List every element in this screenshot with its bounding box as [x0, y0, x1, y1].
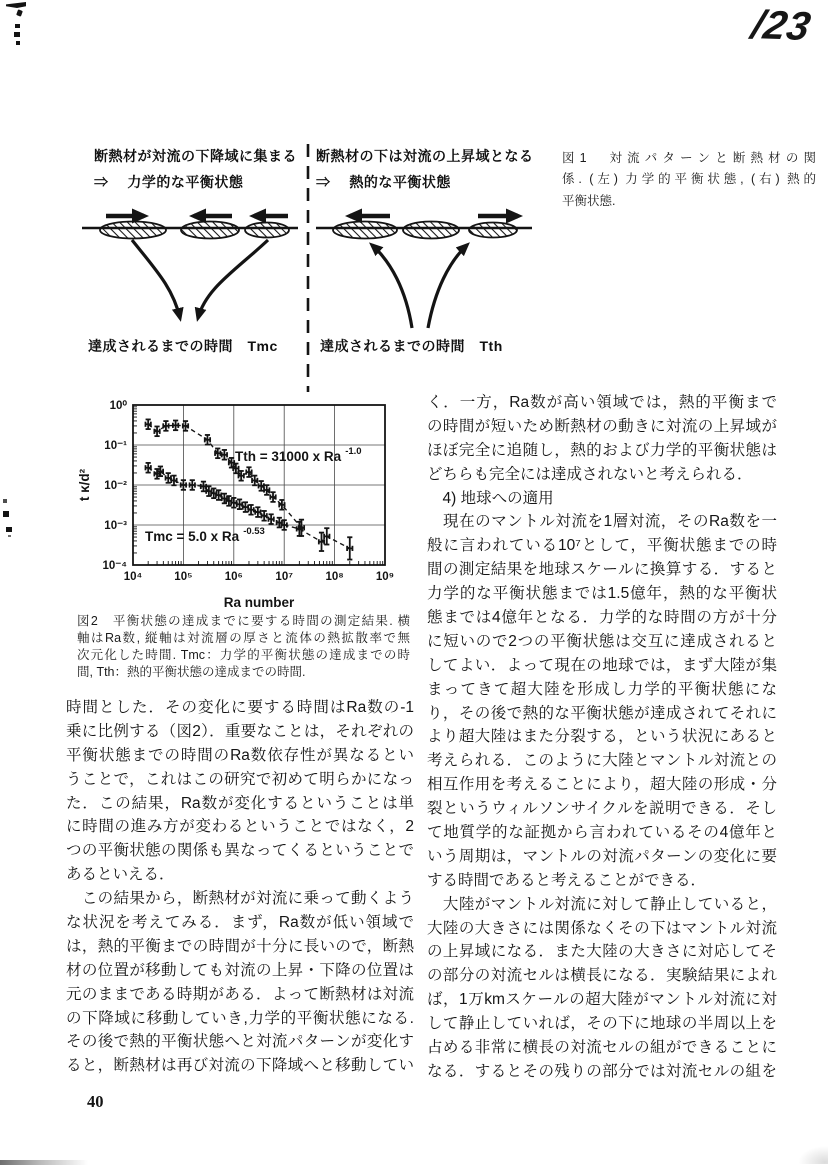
x-axis-label: Ra number [223, 595, 295, 610]
text-line: 大陸がマントル対流に対して静止していると， [427, 895, 777, 913]
loglog-plot [75, 395, 415, 613]
figure1-left-subheading: ⇒ 力学的な平衡状態 [94, 174, 244, 190]
x-tick-label: 10⁴ [123, 571, 143, 583]
text-line: その後で熱的平衡状態へと対流パターンが変化す [66, 1033, 414, 1051]
text-line: してよい．よって現在の地球では，まず大陸が集 [427, 656, 777, 674]
downwelling-arrow [132, 240, 180, 318]
ink-speck [3, 511, 9, 517]
data-point-Tth [252, 476, 257, 486]
text-line: 占める非常に横長の対流セルの組ができることに [427, 1039, 777, 1057]
y-tick-label: 10⁰ [109, 400, 127, 412]
x-tick-label: 10⁸ [325, 571, 344, 583]
text-line: 裂というウィルソンサイクルを説明できる．そし [427, 800, 777, 818]
insulator-blob [333, 222, 397, 239]
text-line: に短いので2つの平衡状態は交互に達成されると [427, 632, 777, 650]
text-line: 態までは4億年となる．力学的な時間の方が十分 [427, 609, 777, 627]
text-line: 次元化した時間. Tmc：力学的平衡状態の達成までの時 [77, 647, 410, 662]
text-line: に時間の進み方が変わるということではなく，2 [66, 818, 414, 836]
text-line: なる．するとその残りの部分では対流セルの組を [427, 1062, 777, 1080]
text-line: は，熱的平衡までの時間が十分に長いので，断熱 [66, 937, 414, 955]
scan-corner-smudge [798, 1146, 828, 1164]
x-tick-label: 10⁷ [275, 571, 293, 583]
y-tick-label: 10⁻⁴ [102, 560, 127, 572]
figure1-right-time-label: 達成されるまでの時間 Tth [320, 338, 503, 354]
data-point-Tmc [255, 507, 260, 517]
text-line: いう周期は，マントルの対流パターンの変化に要 [427, 847, 777, 865]
data-point-Tmc [261, 511, 266, 521]
text-line: 平衡状態までの時間のRa数依存性が異なるとい [66, 746, 414, 764]
text-line: 力学的な平衡状態までは1.5億年，熱的な平衡状 [427, 585, 777, 603]
figure2-caption [77, 613, 410, 681]
insulator-blob [181, 222, 239, 239]
data-point-Tth [173, 421, 178, 431]
text-line: 元のままである時期がある．よって断熱材は対流 [66, 985, 414, 1003]
data-point-Tth [145, 419, 150, 429]
page-number: 40 [87, 1092, 104, 1111]
downwelling-arrow [198, 240, 268, 318]
text-line: て地質学的な証拠から言われているその4億年と [427, 824, 777, 842]
text-line: く．一方，Ra数が高い領域では，熱的平衡まで [427, 394, 777, 411]
x-tick-label: 10⁶ [224, 571, 243, 583]
text-line: た．この結果，Ra数が変化するということは単 [66, 794, 414, 812]
text-line: 大陸の大きさには関係なくその下はマントル対流 [427, 919, 777, 937]
text-line: する時間であると考えることができる． [427, 871, 707, 889]
insulator-blob [245, 223, 289, 238]
text-line: 係. (左) 力学的平衡状態, (右) 熱的 [562, 172, 816, 187]
text-line: 図1 対流パターンと断熱材の関 [562, 151, 816, 165]
upwelling-arrow [428, 245, 467, 328]
x-tick-label: 10⁵ [174, 571, 193, 583]
y-tick-label: 10⁻¹ [104, 440, 127, 452]
data-point-Tth [163, 421, 168, 431]
figure1-diagram [60, 140, 552, 402]
insulator-blob [469, 223, 517, 238]
text-line: の時間が短いため断熱材の動きに対流の上昇域が [427, 417, 777, 435]
text-line: うことで，これはこの研究で初めて明らかになっ [66, 770, 414, 788]
data-point-Tmc [347, 537, 352, 559]
text-line: 平衡状態. [562, 193, 616, 208]
text-line: 図2 平衡状態の達成までに要する時間の測定結果. 横 [77, 614, 410, 628]
text-line: より超大陸はまた分裂する，という状況にあると [427, 728, 777, 746]
figure2-chart [75, 395, 415, 613]
text-line: つの平衡状態の関係も異なってくるということで [66, 842, 414, 860]
text-line: 軸はRa数, 縦軸は対流層の厚さと流体の熱拡散率で無 [77, 630, 410, 645]
text-line: あるといえる． [66, 866, 175, 884]
text-line: 間の測定結果を地球スケールに換算する．すると [427, 561, 777, 579]
data-point-Tmc [145, 463, 150, 473]
insulator-blob [403, 222, 459, 239]
data-point-Tth [270, 492, 275, 502]
text-line: 材の位置が移動しても対流の上昇・下降の位置は [66, 961, 414, 979]
text-line: 般に言われている10⁷として，平衡状態までの時 [427, 537, 777, 555]
left-text-column [66, 696, 414, 1078]
ink-speck [3, 499, 7, 503]
figure1-caption [562, 148, 816, 212]
figure1-right-heading: 断熱材の下は対流の上昇域となる [316, 148, 534, 164]
y-tick-label: 10⁻³ [104, 520, 127, 532]
figure1-right-subheading: ⇒ 熱的な平衡状態 [316, 174, 451, 190]
data-point-Tth [154, 426, 159, 436]
data-point-Tth [279, 500, 284, 510]
figure1-left-heading: 断熱材が対流の下降域に集まる [94, 148, 297, 164]
text-line: の部分の対流セルは横長になる．実験結果によれ [427, 967, 777, 985]
figure1-left-time-label: 達成されるまでの時間 Tmc [88, 338, 278, 354]
fit-equation-label: Tth = 31000 x Ra $^{-1.0}$ [235, 446, 362, 464]
data-point-Tth [264, 485, 269, 495]
ink-speck [6, 527, 12, 532]
ink-mark [16, 41, 20, 45]
handwritten-page-number: /23 [747, 2, 816, 50]
data-point-Tmc [181, 480, 186, 490]
text-line: 相互作用を考えることにより，超大陸の形成・分 [427, 776, 777, 794]
text-line: 時間とした．その変化に要する時間はRa数の-1 [66, 699, 414, 716]
text-line: な状況を考えてみる．まず，Ra数が低い領域で [66, 914, 414, 932]
text-line: この結果から，断熱材が対流に乗って動くよう [66, 890, 414, 908]
y-axis-label: t κ/d² [77, 468, 92, 502]
data-point-Tmc [268, 514, 273, 524]
ink-mark [6, 2, 26, 8]
y-tick-label: 10⁻² [104, 480, 127, 492]
data-point-Tmc [190, 480, 195, 490]
upwelling-arrow [372, 245, 412, 328]
text-line: の下降域に移動していき,力学的平衡状態になる. [66, 1009, 414, 1027]
text-line: 考えられる．このように大陸とマントル対流との [427, 752, 777, 770]
text-line: の上昇域になる．また大陸の大きさに対応してそ [427, 943, 777, 961]
x-tick-label: 10⁹ [375, 571, 395, 583]
data-point-Tmc [171, 476, 176, 486]
data-point-Tmc [248, 505, 253, 515]
text-line: ほぼ完全に追随し，熱的および力学的平衡状態は [427, 441, 777, 459]
text-line: 4) 地球への適用 [427, 489, 554, 507]
data-point-Tmc [243, 502, 248, 512]
data-point-Tth [205, 435, 210, 445]
right-text-column [427, 391, 777, 1084]
data-point-Tmc [237, 499, 242, 509]
text-line: まってきて超大陸を形成し力学的平衡状態にな [427, 680, 777, 698]
text-line: 現在のマントル対流を1層対流，そのRa数を一 [427, 513, 777, 531]
text-line: 乗に比例する（図2）．重要なことは，それぞれの [66, 722, 414, 740]
data-point-Tth [259, 481, 264, 491]
text-line: ると，断熱材は再び対流の下降域へと移動してい [66, 1057, 414, 1075]
insulator-blob [100, 222, 166, 239]
scan-edge-smudge [0, 1160, 88, 1165]
ink-mark [16, 9, 23, 16]
ink-mark [15, 24, 20, 28]
text-line: り，その後で熱的な平衡状態が達成されてそれに [427, 704, 777, 722]
ink-speck [8, 535, 11, 537]
text-line: して静止していれば，その下に地球の半周以上を [427, 1015, 777, 1033]
fit-equation-label: Tmc = 5.0 x Ra $^{-0.53}$ [145, 526, 265, 544]
data-point-Tmc [166, 473, 171, 483]
ink-mark [14, 32, 20, 37]
text-line: どちらも完全には達成されないと考えられる． [427, 465, 753, 483]
text-line: ば，1万kmスケールの超大陸がマントル対流に対 [427, 991, 777, 1009]
data-point-Tth [222, 450, 227, 460]
text-line: 間, Tth：熱的平衡状態の達成までの時間. [77, 664, 306, 679]
